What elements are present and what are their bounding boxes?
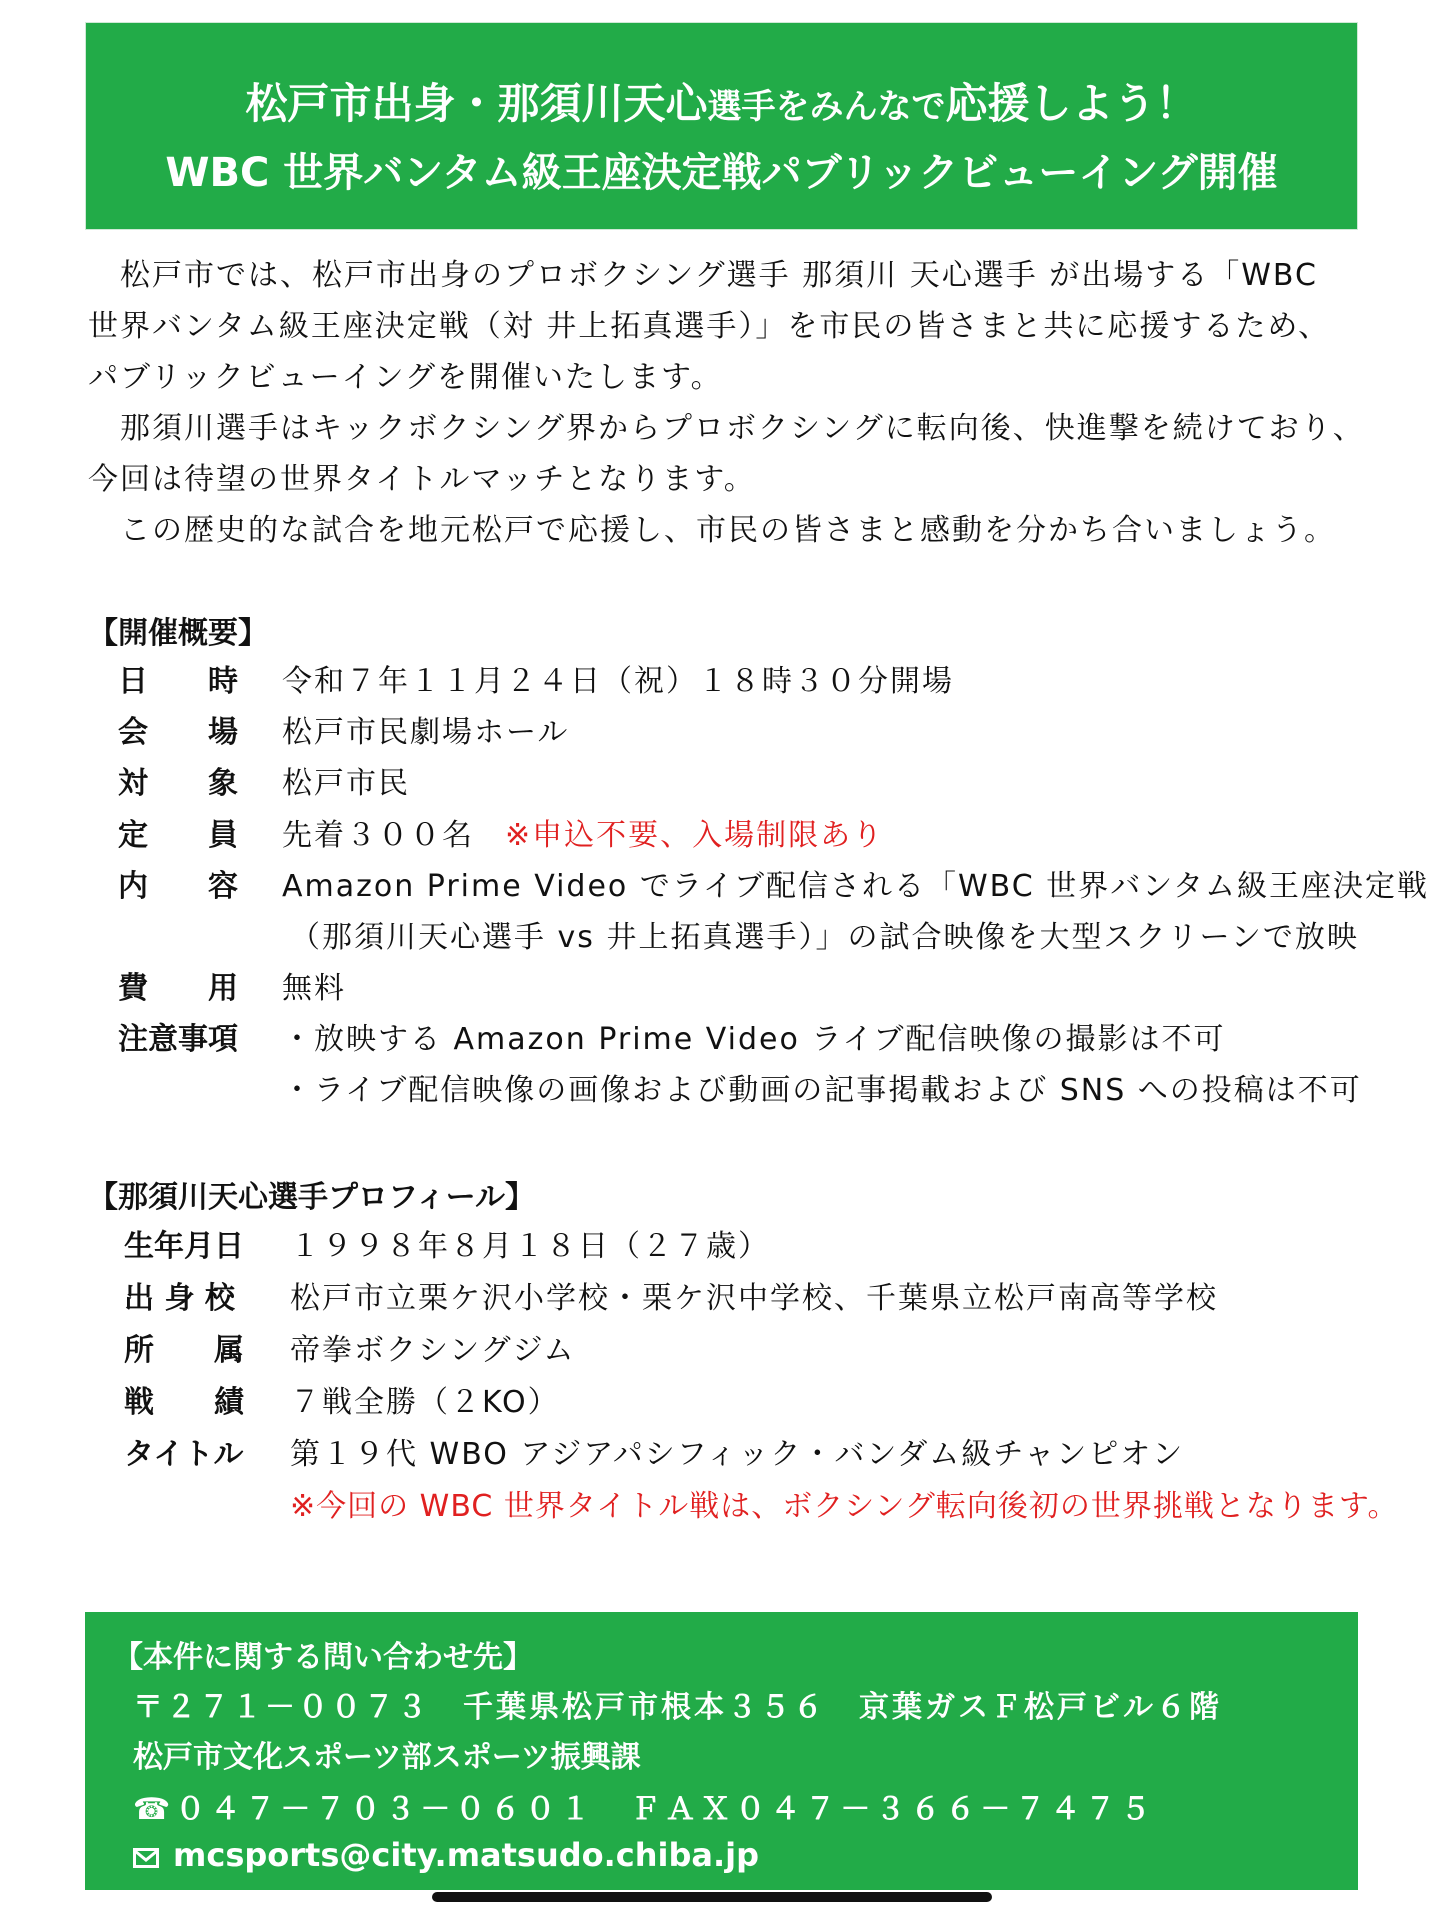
row-value: ・ライブ配信映像の画像および動画の記事掲載および SNS への投稿は不可 <box>282 1073 1362 1108</box>
phone-icon: ☎ <box>133 1792 176 1827</box>
row-label: 生年月日 <box>124 1229 244 1264</box>
header-title-part: 松戸市出身・那須川天心 <box>245 79 708 128</box>
contact-email-line <box>133 1836 759 1876</box>
intro-line: 世界バンタム級王座決定戦（対 井上拓真選手）」を市民の皆さまと共に応援するため、 <box>88 309 1331 344</box>
intro-line: この歴史的な試合を地元松戸で応援し、市民の皆さまと感動を分かち合いましょう。 <box>88 513 1336 548</box>
row-value: ・放映する Amazon Prime Video ライブ配信映像の撮影は不可 <box>282 1022 1226 1057</box>
header-title-part: 応援しよう！ <box>945 79 1198 128</box>
intro-line: 松戸市では、松戸市出身のプロボクシング選手 那須川 天心選手 が出場する「WBC <box>88 258 1318 293</box>
row-value: （那須川天心選手 vs 井上拓真選手）」の試合映像を大型スクリーンで放映 <box>290 920 1359 955</box>
contact-title: 【本件に関する問い合わせ先】 <box>113 1640 533 1675</box>
contact-phone-number: ０４７－７０３－０６０１ ＦＡＸ０４７－３６６－７４７５ <box>175 1792 1156 1827</box>
row-value: 令和７年１１月２４日（祝）１８時３０分開場 <box>282 664 954 699</box>
row-label: タイトル <box>124 1437 244 1472</box>
row-label: 内 容 <box>118 869 238 904</box>
row-value: 帝拳ボクシングジム <box>290 1333 576 1368</box>
intro-line: パブリックビューイングを開催いたします。 <box>88 360 723 395</box>
home-indicator[interactable] <box>432 1892 992 1902</box>
envelope-icon <box>133 1838 159 1876</box>
header-banner <box>85 22 1358 230</box>
row-label: 定 員 <box>118 818 238 853</box>
header-title-line1 <box>86 71 1357 131</box>
row-value: 松戸市立栗ケ沢小学校・栗ケ沢中学校、千葉県立松戸南高等学校 <box>290 1281 1218 1316</box>
row-label: 対 象 <box>118 766 238 801</box>
intro-line: 今回は待望の世界タイトルマッチとなります。 <box>88 462 756 497</box>
contact-email[interactable]: mcsports@city.matsudo.chiba.jp <box>173 1836 760 1874</box>
profile-title: 【那須川天心選手プロフィール】 <box>88 1180 535 1215</box>
row-value: 第１９代 WBO アジアパシフィック・バンダム級チャンピオン <box>290 1437 1185 1472</box>
contact-address: 〒２７１－００７３ 千葉県松戸市根本３５６ 京葉ガスＦ松戸ビル６階 <box>133 1690 1222 1725</box>
row-value: 無料 <box>282 971 346 1006</box>
row-value: 松戸市民 <box>282 766 410 801</box>
row-label: 費 用 <box>118 971 238 1006</box>
overview-title: 【開催概要】 <box>88 616 268 651</box>
contact-box <box>85 1612 1358 1890</box>
row-value: ７戦全勝（２KO） <box>290 1385 560 1420</box>
row-label: 日 時 <box>118 664 238 699</box>
contact-phone <box>133 1784 1155 1828</box>
row-value: 先着３００名 <box>282 818 474 853</box>
row-value: Amazon Prime Video でライブ配信される「WBC 世界バンタム級王座決定戦 <box>282 869 1430 904</box>
row-label: 注意事項 <box>118 1022 238 1057</box>
profile-note: ※今回の WBC 世界タイトル戦は、ボクシング転向後初の世界挑戦となります。 <box>290 1489 1399 1524</box>
contact-department: 松戸市文化スポーツ部スポーツ振興課 <box>133 1740 641 1775</box>
intro-paragraph <box>88 250 1378 556</box>
row-label: 会 場 <box>118 715 238 750</box>
row-label: 所 属 <box>124 1333 244 1368</box>
row-value: １９９８年８月１８日（２７歳） <box>290 1229 770 1264</box>
row-label: 戦 績 <box>124 1385 244 1420</box>
intro-line: 那須川選手はキックボクシング界からプロボクシングに転向後、快進撃を続けており、 <box>88 411 1365 446</box>
header-title-line2: WBC 世界バンタム級王座決定戦パブリックビューイング開催 <box>165 150 1278 196</box>
row-value: 松戸市民劇場ホール <box>282 715 570 750</box>
header-title-part: 選手をみんなで <box>707 87 946 127</box>
capacity-note: ※申込不要、入場制限あり <box>505 818 885 853</box>
row-label: 出 身 校 <box>124 1281 235 1316</box>
